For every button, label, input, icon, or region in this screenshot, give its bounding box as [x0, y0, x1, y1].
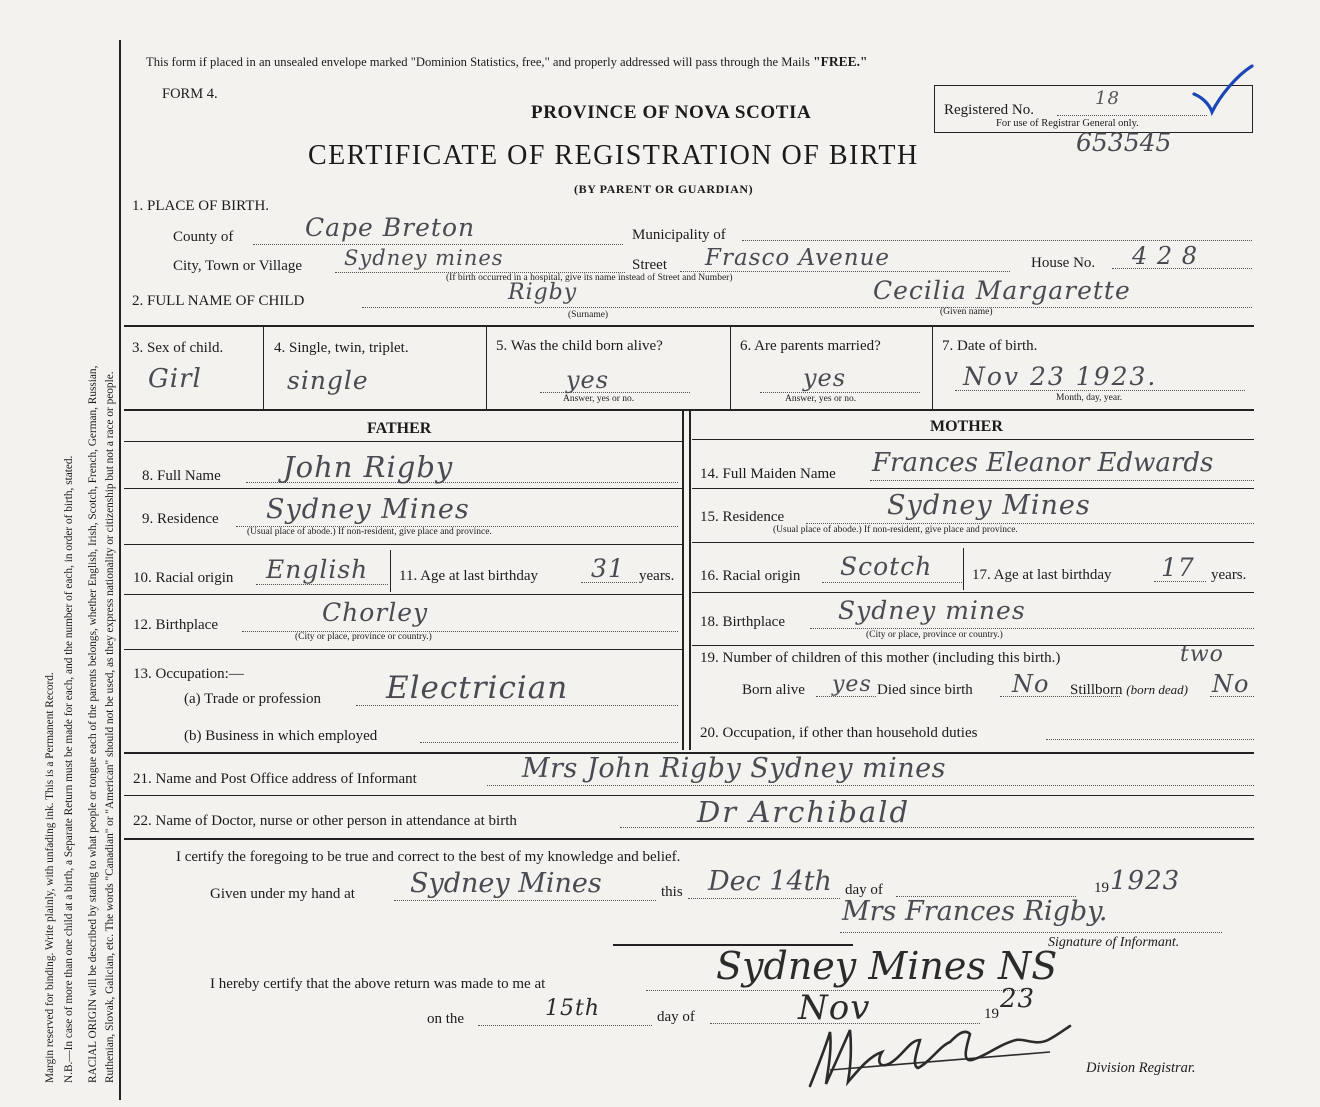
father-age-value: 31 — [591, 554, 625, 583]
mother-residence-caption: (Usual place of abode.) If non-resident, give place and province. — [773, 525, 1018, 535]
registrar-day-of-label: day of — [657, 1009, 695, 1025]
registrar-note: For use of Registrar General only. — [996, 118, 1139, 129]
certificate-number: 653545 — [1076, 128, 1172, 157]
sex-value: Girl — [148, 364, 202, 394]
margin-note-racial-origin-cont: Ruthenian, Slovak, Galician, etc. The words "Canadian" or "American" should not be used, as they express nationality or citizenship but not a race or people. — [104, 371, 116, 1083]
mother-heading: MOTHER — [930, 418, 1003, 435]
municipality-label: Municipality of — [632, 227, 726, 243]
place-of-birth-heading: 1. PLACE OF BIRTH. — [132, 198, 270, 214]
registered-label: Registered No. — [944, 102, 1034, 118]
row3-divider-4 — [932, 326, 933, 409]
registrar-day-line — [478, 1025, 652, 1026]
born-alive-line — [540, 392, 690, 393]
row3-divider-3 — [730, 326, 731, 409]
mother-name-value: Frances Eleanor Edwards — [872, 448, 1214, 478]
mother-residence-value: Sydney Mines — [887, 490, 1091, 521]
given-day-of-label: day of — [845, 882, 883, 898]
date-of-birth-label: 7. Date of birth. — [942, 338, 1038, 354]
row3-divider-2 — [486, 326, 487, 409]
division-registrar-label: Division Registrar. — [1086, 1060, 1196, 1076]
surname-caption: (Surname) — [568, 310, 609, 320]
postal-notice: This form if placed in an unsealed envelope marked "Dominion Statistics, free," and properly addressed will pass through the Mails "FREE." — [146, 54, 868, 69]
margin-note-binding: Margin reserved for binding. Write plainly, with unfading ink. This is a Permanent Record. — [44, 672, 56, 1083]
born-alive-label: 5. Was the child born alive? — [496, 338, 663, 354]
date-of-birth-value: Nov 23 1923. — [963, 362, 1158, 391]
father-racial-age-divider — [390, 550, 391, 592]
given-this-label: this — [661, 884, 683, 900]
informant-label: 21. Name and Post Office address of Informant — [133, 771, 417, 787]
parents-married-label: 6. Are parents married? — [740, 338, 881, 354]
child-name-label: 2. FULL NAME OF CHILD — [132, 293, 305, 309]
mother-age-value: 17 — [1161, 553, 1195, 582]
father-heading-line — [124, 441, 682, 442]
certification-statement: I certify the foregoing to be true and correct to the best of my knowledge and belief. — [176, 849, 681, 865]
county-line — [253, 244, 623, 245]
parents-married-caption: Answer, yes or no. — [785, 394, 857, 404]
father-occupation-label: 13. Occupation:— — [133, 666, 244, 682]
father-trade-value: Electrician — [386, 670, 569, 706]
father-birthplace-value: Chorley — [322, 598, 429, 627]
mother-children-value: two — [1180, 642, 1224, 667]
registered-value: 18 — [1095, 88, 1120, 109]
mother-racial-age-divider — [963, 548, 964, 590]
doctor-label: 22. Name of Doctor, nurse or other person in attendance at birth — [133, 813, 517, 829]
died-since-birth-label: Died since birth — [877, 682, 973, 698]
registrar-month-value: Nov — [798, 988, 871, 1028]
father-age-label: 11. Age at last birthday — [399, 568, 538, 584]
registrar-year-value: 23 — [1000, 984, 1036, 1014]
single-twin-label: 4. Single, twin, triplet. — [274, 340, 409, 356]
margin-note-multiple-births: N.B.—In case of more than one child at a birth, a Separate Return must be made for each, and the number of each, in order of birth, stated. — [63, 455, 75, 1083]
county-value: Cape Breton — [305, 213, 476, 242]
city-value: Sydney mines — [344, 246, 504, 270]
informant-signature-line — [840, 932, 1222, 933]
father-residence-bottom-line — [124, 544, 682, 545]
father-racial-origin-line — [256, 584, 388, 585]
date-of-birth-line — [955, 390, 1245, 391]
mother-heading-line — [692, 439, 1254, 440]
registrar-place-value: Sydney Mines NS — [716, 944, 1058, 988]
street-line — [680, 271, 1010, 272]
row3-divider-1 — [263, 326, 264, 409]
mother-birthplace-label: 18. Birthplace — [700, 614, 785, 630]
father-birthplace-bottom-line — [124, 649, 682, 650]
binding-margin-line — [119, 40, 121, 1100]
father-residence-caption: (Usual place of abode.) If non-resident, give place and province. — [247, 527, 492, 537]
born-alive-count-value: yes — [832, 672, 872, 697]
informant-signature: Mrs Frances Rigby. — [842, 896, 1108, 927]
street-value: Frasco Avenue — [705, 245, 891, 271]
house-number-value: 4 2 8 — [1132, 242, 1199, 270]
mother-racial-bottom-line — [692, 592, 1254, 593]
father-mother-divider-a — [682, 410, 684, 750]
given-day-value: Dec 14th — [708, 866, 832, 897]
born-alive-caption: Answer, yes or no. — [563, 394, 635, 404]
registrar-day-value: 15th — [545, 996, 601, 1021]
given-name-caption: (Given name) — [940, 307, 993, 317]
informant-signature-label: Signature of Informant. — [1048, 935, 1180, 950]
father-birthplace-label: 12. Birthplace — [133, 617, 218, 633]
father-age-unit: years. — [639, 568, 675, 584]
certificate-title: CERTIFICATE OF REGISTRATION OF BIRTH — [308, 140, 919, 171]
died-since-birth-value: No — [1012, 670, 1050, 698]
date-of-birth-caption: Month, day, year. — [1056, 393, 1123, 403]
informant-bottom-line — [124, 795, 1254, 796]
registered-line — [1057, 115, 1207, 116]
father-heading: FATHER — [367, 420, 432, 437]
given-place-value: Sydney Mines — [410, 868, 602, 899]
mother-age-label: 17. Age at last birthday — [972, 567, 1112, 583]
doctor-bottom-line — [124, 838, 1254, 840]
mother-residence-bottom-line — [692, 542, 1254, 543]
father-business-label: (b) Business in which employed — [184, 728, 378, 744]
registrar-statement: I hereby certify that the above return was made to me at — [210, 976, 546, 992]
child-given-name-value: Cecilia Margarette — [873, 276, 1131, 305]
given-year-prefix: 19 — [1094, 880, 1109, 896]
registrar-on-the-label: on the — [427, 1011, 465, 1027]
mother-name-line — [870, 480, 1254, 481]
blue-check-mark-icon — [1190, 60, 1260, 120]
father-name-bottom-line — [124, 488, 682, 489]
mother-birthplace-caption: (City or place, province or country.) — [866, 630, 1003, 640]
father-racial-origin-label: 10. Racial origin — [133, 570, 234, 586]
born-alive-value: yes — [566, 366, 610, 394]
registrar-signature-icon — [800, 1010, 1080, 1094]
informant-line — [487, 785, 1254, 786]
mother-racial-origin-value: Scotch — [840, 552, 933, 581]
certificate-subtitle: (BY PARENT OR GUARDIAN) — [574, 182, 754, 196]
mother-children-label: 19. Number of children of this mother (including this birth.) — [700, 650, 1061, 666]
mother-birthplace-value: Sydney mines — [838, 596, 1026, 625]
sex-label: 3. Sex of child. — [132, 340, 224, 356]
mother-residence-line — [806, 523, 1254, 524]
father-residence-label: 9. Residence — [142, 511, 219, 527]
mother-birthplace-line — [810, 628, 1254, 629]
parents-married-line — [760, 392, 920, 393]
province-heading: PROVINCE OF NOVA SCOTIA — [531, 102, 812, 123]
parents-married-value: yes — [803, 364, 847, 392]
row3-top-line — [124, 325, 1254, 327]
father-business-line — [420, 742, 678, 743]
county-label: County of — [173, 229, 234, 245]
mother-racial-origin-line — [822, 582, 962, 583]
given-day-line — [688, 898, 840, 899]
child-name-line — [362, 307, 1252, 308]
father-trade-label: (a) Trade or profession — [184, 691, 322, 707]
father-name-label: 8. Full Name — [142, 468, 221, 484]
informant-value: Mrs John Rigby Sydney mines — [522, 753, 946, 784]
house-number-label: House No. — [1031, 255, 1096, 271]
mother-racial-origin-label: 16. Racial origin — [700, 568, 801, 584]
given-year-value: 1923 — [1110, 866, 1181, 896]
mother-residence-label: 15. Residence — [700, 509, 785, 525]
single-twin-value: single — [287, 366, 369, 395]
mother-age-unit: years. — [1211, 567, 1247, 583]
registrar-year-prefix: 19 — [984, 1006, 999, 1022]
mother-name-label: 14. Full Maiden Name — [700, 466, 836, 482]
hospital-note: (If birth occurred in a hospital, give its name instead of Street and Number) — [446, 273, 733, 283]
father-residence-value: Sydney Mines — [266, 494, 470, 525]
born-alive-count-label: Born alive — [742, 682, 805, 698]
margin-note-racial-origin: RACIAL ORIGIN will be described by stating to what people or tongue each of the parents belongs, whether English, Irish, Scotch, French, German, Russian, — [87, 365, 99, 1083]
father-birthplace-caption: (City or place, province or country.) — [295, 632, 432, 642]
stillborn-value: No — [1212, 670, 1250, 698]
municipality-line — [742, 240, 1252, 241]
father-mother-divider-b — [689, 410, 691, 750]
city-label: City, Town or Village — [173, 258, 303, 274]
given-place-line — [394, 900, 656, 901]
father-name-value: John Rigby — [283, 450, 454, 484]
father-racial-origin-value: English — [266, 555, 369, 584]
father-racial-bottom-line — [124, 594, 682, 595]
given-under-hand-label: Given under my hand at — [210, 886, 355, 902]
child-surname-value: Rigby — [508, 280, 578, 305]
form-number: FORM 4. — [162, 86, 218, 102]
doctor-value: Dr Archibald — [697, 795, 911, 829]
mother-occupation-label: 20. Occupation, if other than household duties — [700, 725, 978, 741]
street-label: Street — [632, 257, 667, 273]
mother-occupation-line — [1046, 739, 1254, 740]
stillborn-label: Stillborn (born dead) — [1070, 682, 1189, 698]
mother-birthplace-bottom-line — [692, 645, 1254, 646]
